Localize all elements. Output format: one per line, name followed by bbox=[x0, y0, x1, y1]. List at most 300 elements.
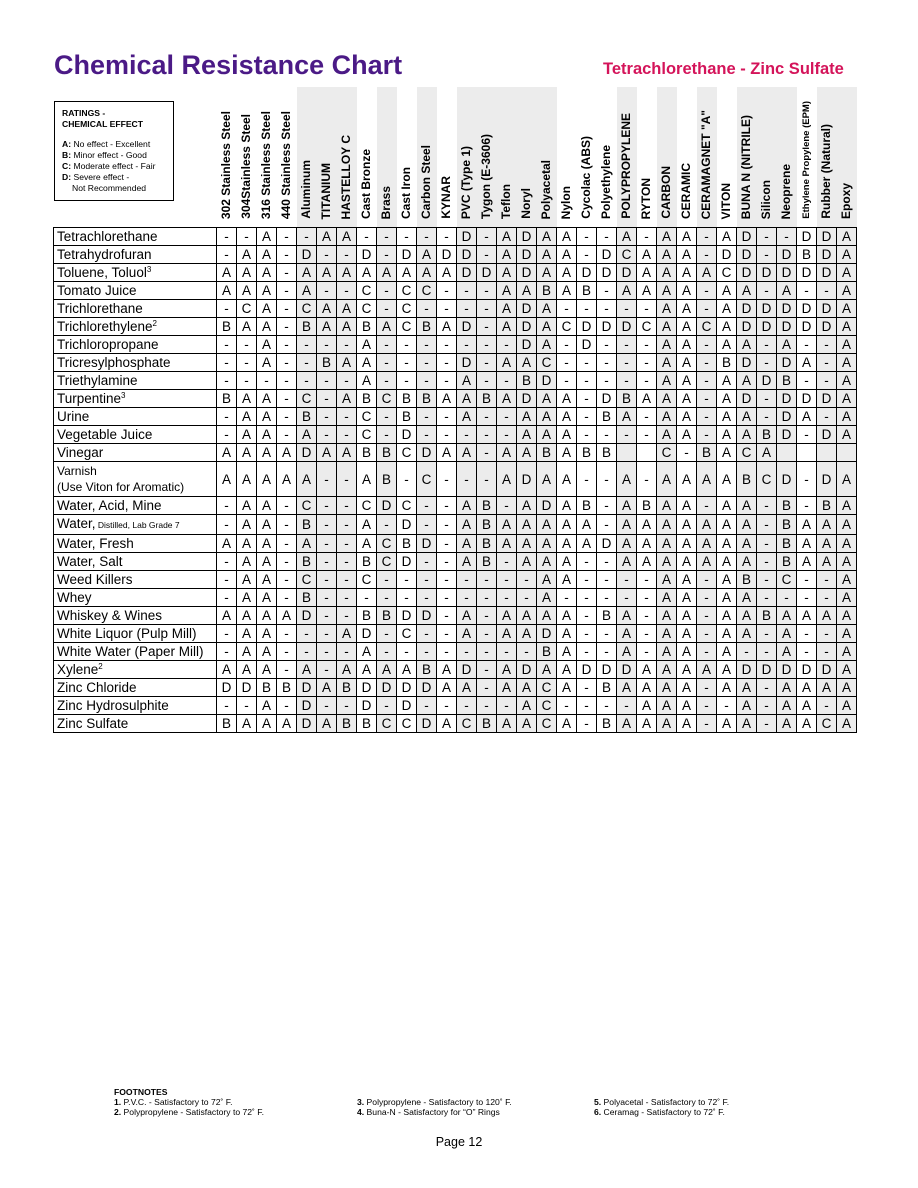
rating-cell: - bbox=[597, 354, 617, 372]
rating-cell: A bbox=[657, 426, 677, 444]
rating-cell: D bbox=[717, 246, 737, 264]
rating-cell: - bbox=[477, 444, 497, 462]
rating-cell: B bbox=[297, 318, 317, 336]
rating-cell: A bbox=[237, 515, 257, 535]
rating-cell: A bbox=[537, 462, 557, 497]
rating-cell: - bbox=[797, 462, 817, 497]
rating-cell: A bbox=[257, 228, 277, 246]
rating-cell: A bbox=[637, 661, 657, 679]
rating-cell: - bbox=[497, 589, 517, 607]
rating-cell: - bbox=[437, 535, 457, 553]
rating-cell: - bbox=[317, 282, 337, 300]
rating-cell: C bbox=[557, 318, 577, 336]
rating-cell bbox=[837, 444, 857, 462]
rating-cell: B bbox=[737, 571, 757, 589]
rating-cell: - bbox=[577, 462, 597, 497]
rating-cell: - bbox=[597, 372, 617, 390]
rating-cell: A bbox=[557, 497, 577, 515]
rating-cell: - bbox=[377, 282, 397, 300]
rating-cell: A bbox=[557, 408, 577, 426]
rating-cell: A bbox=[617, 607, 637, 625]
rating-cell: - bbox=[437, 372, 457, 390]
rating-cell: A bbox=[497, 282, 517, 300]
rating-cell bbox=[777, 444, 797, 462]
rating-cell: - bbox=[317, 553, 337, 571]
rating-cell: A bbox=[677, 497, 697, 515]
rating-cell: B bbox=[777, 535, 797, 553]
rating-cell: C bbox=[537, 354, 557, 372]
rating-cell: - bbox=[597, 697, 617, 715]
rating-cell: - bbox=[697, 679, 717, 697]
rating-cell: A bbox=[797, 607, 817, 625]
rating-cell: A bbox=[737, 426, 757, 444]
rating-cell: - bbox=[377, 228, 397, 246]
rating-cell: - bbox=[817, 571, 837, 589]
rating-cell: - bbox=[317, 535, 337, 553]
rating-cell: B bbox=[777, 515, 797, 535]
rating-cell: - bbox=[217, 228, 237, 246]
rating-cell: D bbox=[517, 264, 537, 282]
rating-cell: - bbox=[637, 589, 657, 607]
rating-cell: A bbox=[357, 535, 377, 553]
rating-cell: - bbox=[317, 372, 337, 390]
rating-cell: - bbox=[277, 372, 297, 390]
rating-cell: A bbox=[657, 318, 677, 336]
column-header: Polyethylene bbox=[599, 144, 613, 219]
rating-cell: B bbox=[417, 661, 437, 679]
rating-cell: - bbox=[217, 571, 237, 589]
rating-cell: A bbox=[437, 715, 457, 733]
rating-cell: - bbox=[217, 589, 237, 607]
column-header: CARBON bbox=[657, 87, 677, 228]
rating-cell: D bbox=[577, 661, 597, 679]
rating-cell: A bbox=[437, 444, 457, 462]
rating-cell: - bbox=[357, 589, 377, 607]
rating-cell: B bbox=[357, 715, 377, 733]
column-header: Brass bbox=[377, 87, 397, 228]
rating-cell: B bbox=[637, 497, 657, 515]
rating-cell: A bbox=[657, 336, 677, 354]
rating-cell: A bbox=[637, 390, 657, 408]
rating-cell: - bbox=[497, 697, 517, 715]
rating-cell: - bbox=[417, 336, 437, 354]
rating-cell: A bbox=[677, 318, 697, 336]
rating-cell: A bbox=[257, 354, 277, 372]
rating-cell: - bbox=[697, 336, 717, 354]
chemical-name-cell: Whey bbox=[54, 589, 217, 607]
rating-cell: B bbox=[477, 390, 497, 408]
rating-cell: - bbox=[697, 715, 717, 733]
rating-cell: - bbox=[637, 571, 657, 589]
rating-cell: - bbox=[277, 625, 297, 643]
rating-cell: - bbox=[757, 715, 777, 733]
rating-cell: A bbox=[557, 571, 577, 589]
rating-cell: A bbox=[457, 553, 477, 571]
chemical-name-cell: Tomato Juice bbox=[54, 282, 217, 300]
rating-cell: D bbox=[357, 246, 377, 264]
rating-cell: A bbox=[817, 679, 837, 697]
column-header: VITON bbox=[719, 182, 733, 219]
rating-cell: A bbox=[517, 553, 537, 571]
rating-cell: - bbox=[697, 643, 717, 661]
column-header: CERAMAGNET "A" bbox=[697, 87, 717, 228]
rating-cell: A bbox=[837, 589, 857, 607]
chemical-name-cell: Water, Salt bbox=[54, 553, 217, 571]
rating-cell: A bbox=[317, 264, 337, 282]
rating-cell: - bbox=[637, 228, 657, 246]
rating-cell: - bbox=[497, 336, 517, 354]
rating-cell: - bbox=[437, 589, 457, 607]
rating-cell: A bbox=[677, 697, 697, 715]
rating-cell: - bbox=[277, 246, 297, 264]
rating-cell: - bbox=[237, 354, 257, 372]
rating-cell: - bbox=[577, 571, 597, 589]
rating-cell: D bbox=[357, 679, 377, 697]
rating-cell: - bbox=[577, 715, 597, 733]
rating-cell: A bbox=[497, 715, 517, 733]
rating-cell: - bbox=[617, 300, 637, 318]
footnotes bbox=[114, 1087, 804, 1117]
rating-cell: - bbox=[417, 408, 437, 426]
rating-cell: - bbox=[337, 515, 357, 535]
rating-cell: - bbox=[337, 535, 357, 553]
rating-cell: A bbox=[537, 553, 557, 571]
rating-cell: - bbox=[597, 336, 617, 354]
rating-cell: - bbox=[697, 697, 717, 715]
rating-cell: A bbox=[657, 372, 677, 390]
rating-cell: - bbox=[437, 515, 457, 535]
rating-cell: A bbox=[657, 625, 677, 643]
rating-cell: A bbox=[737, 515, 757, 535]
rating-cell: A bbox=[537, 607, 557, 625]
table-row bbox=[54, 643, 857, 661]
table-row bbox=[54, 697, 857, 715]
rating-cell: - bbox=[697, 589, 717, 607]
rating-cell: D bbox=[737, 390, 757, 408]
rating-cell: - bbox=[457, 462, 477, 497]
rating-cell: A bbox=[357, 643, 377, 661]
rating-cell: A bbox=[737, 697, 757, 715]
table-row bbox=[54, 354, 857, 372]
rating-cell: - bbox=[317, 336, 337, 354]
rating-cell: - bbox=[397, 643, 417, 661]
rating-cell: - bbox=[477, 589, 497, 607]
rating-cell: D bbox=[817, 318, 837, 336]
rating-cell: A bbox=[237, 661, 257, 679]
rating-cell: - bbox=[337, 462, 357, 497]
rating-cell: - bbox=[757, 228, 777, 246]
rating-cell: D bbox=[297, 715, 317, 733]
rating-cell: - bbox=[437, 354, 457, 372]
rating-cell: A bbox=[717, 643, 737, 661]
rating-cell: C bbox=[357, 426, 377, 444]
rating-cell: - bbox=[477, 661, 497, 679]
rating-cell: D bbox=[457, 318, 477, 336]
rating-cell: - bbox=[337, 426, 357, 444]
rating-cell: A bbox=[537, 589, 557, 607]
column-header: Cycolac (ABS) bbox=[579, 136, 593, 219]
rating-cell: A bbox=[737, 607, 757, 625]
rating-cell: - bbox=[437, 408, 457, 426]
rating-cell: A bbox=[537, 246, 557, 264]
rating-cell: A bbox=[317, 318, 337, 336]
rating-cell: D bbox=[777, 264, 797, 282]
rating-cell: D bbox=[217, 679, 237, 697]
table-row bbox=[54, 408, 857, 426]
rating-cell: B bbox=[337, 715, 357, 733]
rating-cell: - bbox=[577, 228, 597, 246]
rating-cell: A bbox=[837, 300, 857, 318]
rating-cell: C bbox=[377, 390, 397, 408]
column-header: 316 Stainless Steel bbox=[259, 110, 273, 219]
rating-cell: - bbox=[517, 589, 537, 607]
rating-cell: A bbox=[277, 715, 297, 733]
rating-cell: B bbox=[717, 354, 737, 372]
rating-cell: A bbox=[497, 515, 517, 535]
table-row bbox=[54, 553, 857, 571]
rating-cell: A bbox=[357, 264, 377, 282]
rating-cell: - bbox=[217, 408, 237, 426]
column-header: POLYPROPYLENE bbox=[617, 87, 637, 228]
rating-cell: A bbox=[257, 426, 277, 444]
rating-cell: - bbox=[317, 697, 337, 715]
rating-cell: - bbox=[517, 571, 537, 589]
rating-cell: D bbox=[737, 264, 757, 282]
rating-cell: A bbox=[837, 462, 857, 497]
rating-cell: A bbox=[637, 282, 657, 300]
rating-cell: - bbox=[597, 497, 617, 515]
rating-cell: D bbox=[397, 553, 417, 571]
rating-cell: - bbox=[697, 408, 717, 426]
rating-cell: - bbox=[557, 372, 577, 390]
rating-cell: - bbox=[217, 697, 237, 715]
rating-cell: A bbox=[657, 300, 677, 318]
rating-cell: D bbox=[757, 318, 777, 336]
rating-cell: - bbox=[437, 625, 457, 643]
rating-cell: D bbox=[777, 246, 797, 264]
rating-cell: A bbox=[837, 354, 857, 372]
rating-cell: - bbox=[477, 300, 497, 318]
rating-cell: - bbox=[317, 246, 337, 264]
rating-cell: - bbox=[697, 497, 717, 515]
legend-item: C: Moderate effect - Fair bbox=[62, 161, 156, 171]
rating-cell: - bbox=[477, 354, 497, 372]
chemical-name-cell: Trichloropropane bbox=[54, 336, 217, 354]
rating-cell: - bbox=[697, 372, 717, 390]
rating-cell: A bbox=[837, 625, 857, 643]
rating-cell: B bbox=[757, 607, 777, 625]
rating-cell: A bbox=[497, 264, 517, 282]
rating-cell: B bbox=[597, 607, 617, 625]
rating-cell: - bbox=[337, 408, 357, 426]
rating-cell: B bbox=[257, 679, 277, 697]
rating-cell: - bbox=[797, 282, 817, 300]
rating-cell: - bbox=[377, 246, 397, 264]
rating-cell: A bbox=[537, 535, 557, 553]
rating-cell: A bbox=[777, 715, 797, 733]
rating-cell: D bbox=[737, 300, 757, 318]
rating-cell: - bbox=[337, 571, 357, 589]
rating-cell: A bbox=[697, 264, 717, 282]
rating-cell: B bbox=[577, 282, 597, 300]
rating-cell: - bbox=[337, 697, 357, 715]
rating-cell: A bbox=[317, 228, 337, 246]
rating-cell: D bbox=[397, 697, 417, 715]
rating-cell: B bbox=[477, 535, 497, 553]
rating-cell: A bbox=[537, 426, 557, 444]
rating-cell: - bbox=[817, 282, 837, 300]
rating-cell: A bbox=[797, 515, 817, 535]
rating-cell: - bbox=[417, 426, 437, 444]
rating-cell: A bbox=[817, 607, 837, 625]
rating-cell: - bbox=[277, 390, 297, 408]
rating-cell: - bbox=[217, 625, 237, 643]
rating-cell: A bbox=[257, 625, 277, 643]
table-row bbox=[54, 497, 857, 515]
rating-cell: A bbox=[817, 515, 837, 535]
rating-cell: A bbox=[717, 462, 737, 497]
rating-cell: C bbox=[397, 444, 417, 462]
rating-cell: - bbox=[477, 282, 497, 300]
rating-cell: - bbox=[477, 228, 497, 246]
rating-cell: B bbox=[357, 444, 377, 462]
rating-cell: A bbox=[617, 282, 637, 300]
rating-cell: C bbox=[777, 571, 797, 589]
rating-cell: D bbox=[617, 661, 637, 679]
rating-cell: A bbox=[517, 679, 537, 697]
rating-cell: A bbox=[237, 426, 257, 444]
rating-cell: - bbox=[817, 589, 837, 607]
rating-cell: C bbox=[697, 318, 717, 336]
rating-cell: A bbox=[237, 535, 257, 553]
rating-cell: A bbox=[617, 625, 637, 643]
rating-cell: A bbox=[717, 390, 737, 408]
rating-cell: D bbox=[477, 264, 497, 282]
rating-cell: - bbox=[457, 300, 477, 318]
rating-cell: - bbox=[517, 643, 537, 661]
rating-cell: C bbox=[457, 715, 477, 733]
rating-cell: A bbox=[717, 679, 737, 697]
table-row bbox=[54, 300, 857, 318]
rating-cell: A bbox=[797, 697, 817, 715]
rating-cell: - bbox=[337, 372, 357, 390]
rating-cell: - bbox=[277, 354, 297, 372]
rating-cell: C bbox=[397, 300, 417, 318]
rating-cell: - bbox=[397, 354, 417, 372]
rating-cell: B bbox=[297, 553, 317, 571]
rating-cell: - bbox=[317, 426, 337, 444]
rating-cell: - bbox=[437, 336, 457, 354]
rating-cell: - bbox=[597, 553, 617, 571]
rating-cell: - bbox=[457, 571, 477, 589]
rating-cell: D bbox=[577, 318, 597, 336]
rating-cell: - bbox=[417, 354, 437, 372]
table-row bbox=[54, 318, 857, 336]
rating-cell: - bbox=[217, 336, 237, 354]
rating-cell: A bbox=[297, 535, 317, 553]
rating-cell: A bbox=[237, 715, 257, 733]
rating-cell: - bbox=[277, 589, 297, 607]
rating-cell: B bbox=[777, 372, 797, 390]
rating-cell: A bbox=[657, 246, 677, 264]
rating-cell bbox=[617, 444, 637, 462]
rating-cell: - bbox=[317, 643, 337, 661]
rating-cell: - bbox=[457, 697, 477, 715]
rating-cell: - bbox=[477, 462, 497, 497]
rating-cell: A bbox=[257, 571, 277, 589]
rating-cell: A bbox=[317, 300, 337, 318]
table-row bbox=[54, 390, 857, 408]
rating-cell: - bbox=[437, 426, 457, 444]
rating-cell: B bbox=[297, 589, 317, 607]
rating-cell: A bbox=[257, 553, 277, 571]
chemical-name-cell: Trichlorethylene$^2$ bbox=[54, 318, 217, 336]
rating-cell: A bbox=[717, 661, 737, 679]
rating-cell: D bbox=[237, 679, 257, 697]
rating-cell: - bbox=[597, 300, 617, 318]
rating-cell: - bbox=[577, 300, 597, 318]
rating-cell: - bbox=[297, 228, 317, 246]
ratings-legend bbox=[54, 101, 174, 201]
rating-cell: A bbox=[697, 553, 717, 571]
rating-cell: D bbox=[797, 228, 817, 246]
rating-cell: A bbox=[217, 462, 237, 497]
rating-cell: A bbox=[217, 535, 237, 553]
table-row bbox=[54, 607, 857, 625]
rating-cell: A bbox=[697, 515, 717, 535]
rating-cell: A bbox=[277, 462, 297, 497]
rating-cell: B bbox=[477, 715, 497, 733]
rating-cell: A bbox=[677, 553, 697, 571]
rating-cell: A bbox=[357, 462, 377, 497]
chemical-name-cell: Varnish (Use Viton for Aromatic) bbox=[54, 462, 217, 497]
rating-cell: - bbox=[437, 228, 457, 246]
rating-cell: D bbox=[517, 300, 537, 318]
rating-cell: D bbox=[577, 264, 597, 282]
chemical-name-cell: Turpentine$^3$ bbox=[54, 390, 217, 408]
rating-cell: - bbox=[277, 228, 297, 246]
rating-cell: A bbox=[677, 607, 697, 625]
rating-cell: - bbox=[377, 300, 397, 318]
rating-cell: A bbox=[337, 318, 357, 336]
rating-cell: - bbox=[477, 318, 497, 336]
rating-cell: - bbox=[597, 643, 617, 661]
rating-cell: A bbox=[817, 553, 837, 571]
rating-cell: C bbox=[297, 571, 317, 589]
rating-cell: - bbox=[437, 697, 457, 715]
rating-cell: C bbox=[717, 264, 737, 282]
rating-cell: A bbox=[417, 264, 437, 282]
rating-cell: A bbox=[837, 535, 857, 553]
rating-cell: B bbox=[597, 715, 617, 733]
rating-cell: - bbox=[337, 497, 357, 515]
rating-cell: - bbox=[377, 643, 397, 661]
rating-cell: - bbox=[397, 372, 417, 390]
rating-cell: D bbox=[777, 462, 797, 497]
rating-cell: A bbox=[837, 715, 857, 733]
rating-cell: - bbox=[397, 462, 417, 497]
chemical-name-cell: Triethylamine bbox=[54, 372, 217, 390]
rating-cell: - bbox=[577, 679, 597, 697]
rating-cell: D bbox=[757, 661, 777, 679]
rating-cell: D bbox=[517, 390, 537, 408]
rating-cell: - bbox=[557, 300, 577, 318]
rating-cell: A bbox=[837, 607, 857, 625]
rating-cell: - bbox=[317, 515, 337, 535]
rating-cell: - bbox=[477, 426, 497, 444]
rating-cell: - bbox=[417, 643, 437, 661]
rating-cell: D bbox=[417, 607, 437, 625]
